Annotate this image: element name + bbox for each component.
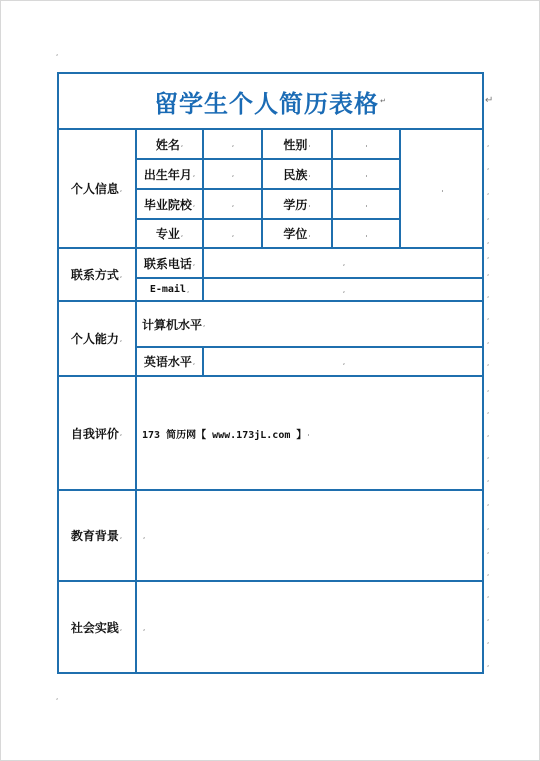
value-school[interactable]: , <box>231 200 235 208</box>
row-end-mark: , <box>487 291 490 299</box>
row-end-mark: , <box>487 430 490 438</box>
label-gender: 性别 , <box>283 137 311 152</box>
para-mark: ↵ <box>380 97 387 105</box>
label-name: 姓名 , <box>155 137 184 152</box>
education-content[interactable]: , <box>143 531 146 540</box>
row-end-mark: , <box>487 237 490 245</box>
value-major[interactable]: , <box>231 229 235 238</box>
row-end-mark: , <box>487 591 490 599</box>
value-degree[interactable]: , <box>365 229 368 238</box>
section-social-practice: 社会实践 , <box>70 621 123 635</box>
social-practice-content[interactable]: , <box>143 623 146 632</box>
value-degree-level[interactable]: , <box>365 200 368 208</box>
row-end-mark: , <box>487 569 490 577</box>
row-end-mark: , <box>487 337 490 345</box>
section-education: 教育背景 , <box>70 529 123 543</box>
photo-cell[interactable]: , <box>441 184 444 193</box>
row-end-mark: , <box>487 359 490 367</box>
row-end-mark: , <box>487 637 490 645</box>
resume-table <box>57 72 484 674</box>
label-major: 专业 , <box>155 227 184 241</box>
row-end-mark: , <box>487 385 490 393</box>
value-phone[interactable]: , <box>342 259 346 267</box>
row-end-mark: , <box>487 188 490 196</box>
row-end-mark: , <box>487 614 490 622</box>
section-ability: 个人能力 , <box>70 332 123 346</box>
row-end-mark: ↵ <box>485 95 494 106</box>
value-name[interactable]: , <box>231 140 235 148</box>
label-school: 毕业院校 , <box>143 197 196 212</box>
row-end-mark: , <box>487 140 490 148</box>
row-end-mark: , <box>487 547 490 555</box>
value-ethnicity[interactable]: , <box>365 170 368 178</box>
label-ethnicity: 民族 , <box>283 167 311 182</box>
label-degree: 学位 , <box>283 227 311 241</box>
section-contact: 联系方式 , <box>70 268 123 282</box>
section-self-evaluation: 自我评价 , <box>70 426 123 441</box>
page-corner-mark: , <box>56 49 59 57</box>
row-end-mark: , <box>487 499 490 507</box>
row-end-mark: , <box>487 523 490 531</box>
row-end-mark: , <box>487 452 490 460</box>
value-birth[interactable]: , <box>231 170 235 178</box>
value-gender[interactable]: , <box>365 140 368 148</box>
computer-level-row[interactable]: 计算机水平 , <box>142 317 206 332</box>
label-email: E-mail , <box>149 284 190 295</box>
value-email[interactable]: , <box>342 285 346 294</box>
self-evaluation-text: 173 简历网【 www.173jL.com 】 <box>142 429 307 441</box>
page-corner-mark: , <box>56 693 59 701</box>
row-end-mark: , <box>487 213 490 221</box>
resume-title <box>57 72 484 130</box>
section-personal-info: 个人信息 , <box>70 182 123 196</box>
title-text: 留学生个人简历表格 <box>154 89 380 118</box>
label-degree-level: 学历 , <box>283 197 311 212</box>
row-end-mark: , <box>487 660 490 668</box>
row-end-mark: , <box>487 313 490 321</box>
value-english-level[interactable]: , <box>342 357 346 366</box>
row-end-mark: , <box>487 163 490 171</box>
self-evaluation-content[interactable]: 173 简历网【 www.173jL.com 】 , <box>136 376 484 490</box>
label-birth: 出生年月 , <box>143 167 196 182</box>
row-end-mark: , <box>487 475 490 483</box>
label-phone: 联系电话 , <box>143 256 196 271</box>
label-computer-level: 计算机水平 <box>142 317 203 332</box>
row-end-mark: , <box>487 269 490 277</box>
label-english-level: 英语水平 , <box>143 355 196 369</box>
row-end-mark: , <box>487 252 490 260</box>
row-end-mark: , <box>487 407 490 415</box>
